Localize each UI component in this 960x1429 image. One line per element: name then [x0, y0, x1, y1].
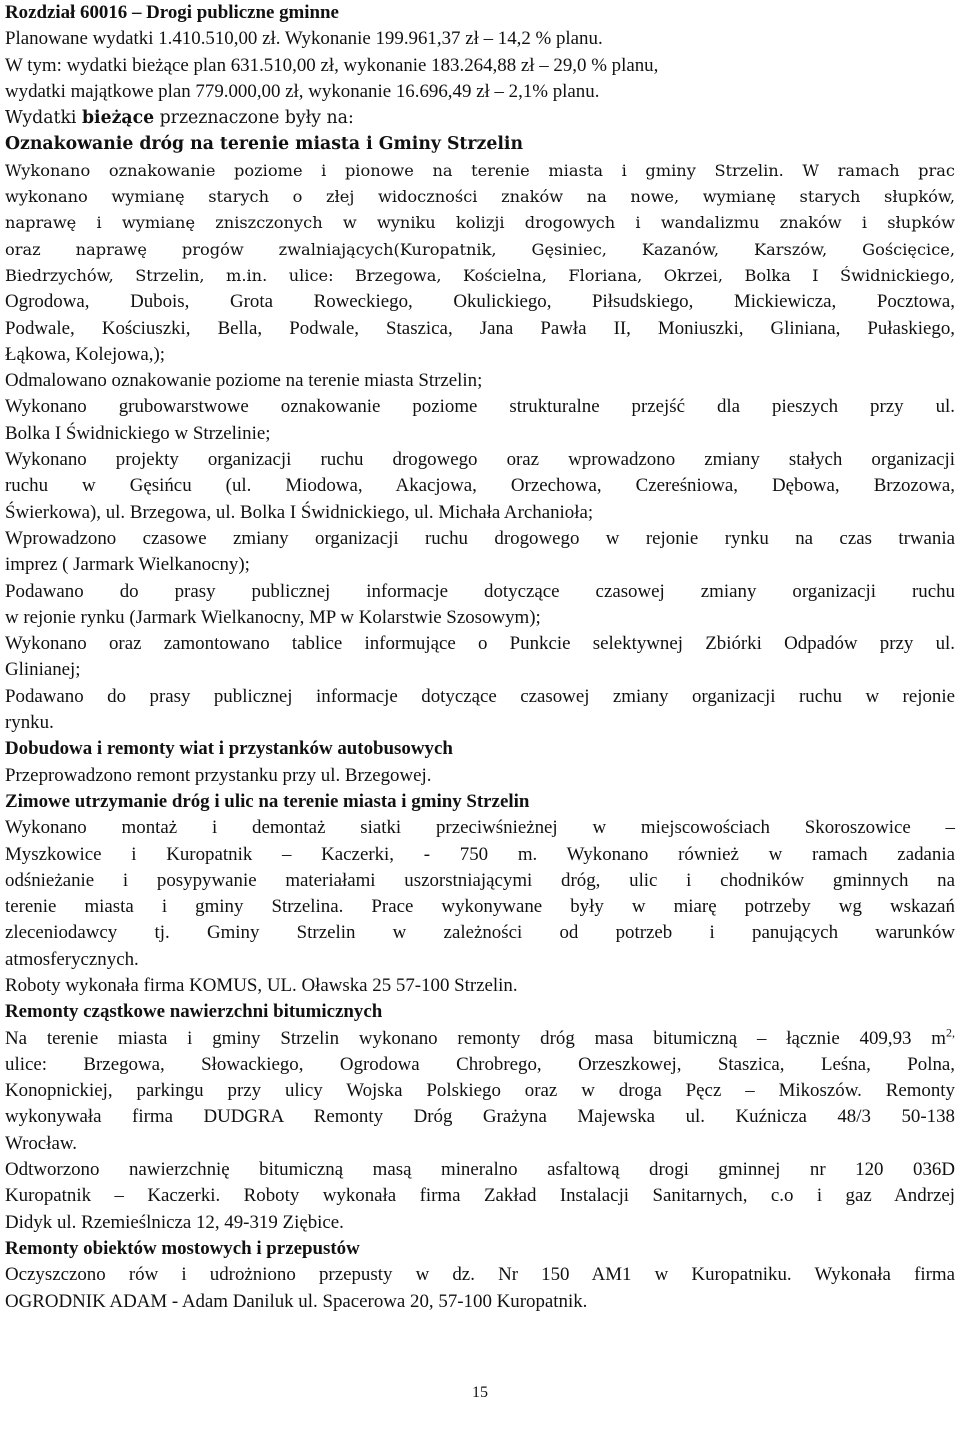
body-text-line: Wykonano projekty organizacji ruchu drogowego oraz wprowadzono zmiany stałych organizacji: [5, 449, 955, 471]
body-text-line: zleceniodawcy tj. Gminy Strzelin w zależności od potrzeb i panujących warunków: [5, 922, 955, 944]
body-text-line: Bolka I Świdnickiego w Strzelinie;: [5, 422, 271, 444]
section-road-marking: [5, 158, 955, 737]
document-page: [5, 0, 955, 1429]
body-text-line: Wykonano montaż i demontaż siatki przeciwśnieżnej w miejscowościach Skoroszowice –: [5, 817, 955, 839]
body-text-line: Wykonano oraz zamontowano tablice informujące o Punkcie selektywnej Zbiórki Odpadów przy ul.: [5, 633, 955, 655]
section-winter-maintenance: [5, 815, 955, 999]
current-expenses-bold: bieżące: [81, 108, 155, 129]
section-bridges-culverts: [5, 1262, 955, 1315]
heading-bus-stops: Dobudowa i remonty wiat i przystanków autobusowych: [5, 738, 453, 760]
body-text-line: atmosferycznych.: [5, 948, 139, 970]
heading-bridges-culverts: Remonty obiektów mostowych i przepustów: [5, 1237, 360, 1259]
body-text-line: Wykonano oznakowanie poziome i pionowe na terenie miasta i gminy Strzelin. W ramach prac: [5, 160, 955, 180]
page-number: 15: [472, 1384, 488, 1401]
body-text-line: oraz naprawę progów zwalniających(Kuropatnik, Gęsiniec, Kazanów, Karszów, Gościęcice,: [5, 239, 955, 259]
body-text-line: Kuropatnik – Kaczerki. Roboty wykonała firma Zakład Instalacji Sanitarnych, c.o i gaz Andrzej: [5, 1185, 955, 1207]
body-text-line: Myszkowice i Kuropatnik – Kaczerki, - 750 m. Wykonano również w ramach zadania: [5, 843, 955, 865]
body-text-line: Konopnickiej, parkingu przy ulicy Wojska Polskiego oraz w droga Pęcz – Mikoszów. Remonty: [5, 1080, 955, 1102]
body-text-line: Podawano do prasy publicznej informacje dotyczące czasowej zmiany organizacji ruchu: [5, 580, 955, 602]
body-text-line: Wprowadzono czasowe zmiany organizacji ruchu drogowego w rejonie rynku na czas trwania: [5, 527, 955, 549]
current-expenses-prefix: Wydatki: [5, 108, 82, 129]
body-text-line: OGRODNIK ADAM - Adam Daniluk ul. Spacerowa 20, 57-100 Kuropatnik.: [5, 1290, 588, 1312]
section-bus-stops: [5, 763, 955, 789]
body-text-line: naprawę i wymianę zniszczonych w wyniku kolizji drogowych i wandalizmu znaków i słupków: [5, 213, 955, 233]
body-text-line: Wykonano grubowarstwowe oznakowanie poziome strukturalne przejść dla pieszych przy ul.: [5, 396, 955, 418]
heading-winter-maintenance: Zimowe utrzymanie dróg i ulic na terenie miasta i gminy Strzelin: [5, 790, 530, 812]
current-expenses-suffix: przeznaczone były na:: [154, 108, 354, 129]
body-text-line: wykonano wymianę starych o złej widoczności znaków na nowe, wymianę starych słupków,: [5, 187, 955, 207]
body-text-line: Ogrodowa, Dubois, Grota Roweckiego, Okulickiego, Piłsudskiego, Mickiewicza, Pocztowa,: [5, 291, 955, 313]
section-asphalt-repairs: [5, 1052, 955, 1236]
square-metre-superscript: 2,: [946, 1025, 955, 1040]
body-text-line: ulice: Brzegowa, Słowackiego, Ogrodowa Chrobrego, Orzeszkowej, Staszica, Leśna, Polna,: [5, 1053, 955, 1075]
body-text-line: Łąkowa, Kolejowa,);: [5, 343, 165, 365]
body-text-line: ruchu w Gęsińcu (ul. Miodowa, Akacjowa, Orzechowa, Czereśniowa, Dębowa, Brzozowa,: [5, 475, 955, 497]
asphalt-first-line-text: Na terenie miasta i gminy Strzelin wykonano remonty dróg masa bitumiczną – łącznie 409,93 m: [5, 1027, 946, 1049]
intro-line: wydatki majątkowe plan 779.000,00 zł, wykonanie 16.696,49 zł – 2,1% planu.: [5, 80, 600, 102]
body-text-line: w rejonie rynku (Jarmark Wielkanocny, MP w Kolarstwie Szosowym);: [5, 606, 541, 628]
body-text-line: Wrocław.: [5, 1132, 77, 1154]
heading-asphalt-repairs: Remonty cząstkowe nawierzchni bitumicznych: [5, 1001, 383, 1023]
body-text-line: wykonywała firma DUDGRA Remonty Dróg Grażyna Majewska ul. Kuźnicza 48/3 50-138: [5, 1106, 955, 1128]
body-text-line: odśnieżanie i posypywanie materiałami uszorstniającymi dróg, ulic i chodników gminnych na: [5, 869, 955, 891]
body-text-line: Odtworzono nawierzchnię bitumiczną masą mineralno asfaltową drogi gminnej nr 120 036D: [5, 1159, 955, 1181]
body-text-line: imprez ( Jarmark Wielkanocny);: [5, 554, 250, 576]
body-text-line: Roboty wykonała firma KOMUS, UL. Oławska 25 57-100 Strzelin.: [5, 974, 518, 996]
body-text-line: Odmalowano oznakowanie poziome na terenie miasta Strzelin;: [5, 370, 483, 392]
body-text-line: Świerkowa), ul. Brzegowa, ul. Bolka I Świdnickiego, ul. Michała Archanioła;: [5, 501, 594, 523]
current-expenses-intro: [5, 105, 955, 131]
body-text-line: Oczyszczono rów i udrożniono przepusty w dz. Nr 150 AM1 w Kuropatniku. Wykonała firma: [5, 1264, 955, 1286]
body-text-line: Przeprowadzono remont przystanku przy ul. Brzegowej.: [5, 764, 432, 786]
body-text-line: Glinianej;: [5, 659, 81, 681]
body-text-line: Biedrzychów, Strzelin, m.in. ulice: Brzegowa, Kościelna, Floriana, Okrzei, Bolka I Świdnickiego,: [5, 265, 955, 285]
intro-line: Planowane wydatki 1.410.510,00 zł. Wykonanie 199.961,37 zł – 14,2 % planu.: [5, 28, 603, 50]
section-title: Rozdział 60016 – Drogi publiczne gminne: [5, 2, 339, 23]
heading-road-marking: Oznakowanie dróg na terenie miasta i Gminy Strzelin: [5, 134, 524, 155]
body-text-line: Didyk ul. Rzemieślnicza 12, 49-319 Ziębice.: [5, 1211, 344, 1233]
body-text-line: terenie miasta i gminy Strzelina. Prace wykonywane były w miarę potrzeby wg wskazań: [5, 896, 955, 918]
body-text-line: Podwale, Kościuszki, Bella, Podwale, Staszica, Jana Pawła II, Moniuszki, Gliniana, Pułaskiego,: [5, 317, 955, 339]
body-text-line: Podawano do prasy publicznej informacje dotyczące czasowej zmiany organizacji ruchu w rejonie: [5, 685, 955, 707]
intro-line: W tym: wydatki bieżące plan 631.510,00 zł, wykonanie 183.264,88 zł – 29,0 % planu,: [5, 54, 659, 76]
asphalt-first-line: [5, 1026, 955, 1052]
body-text-line: rynku.: [5, 712, 54, 734]
